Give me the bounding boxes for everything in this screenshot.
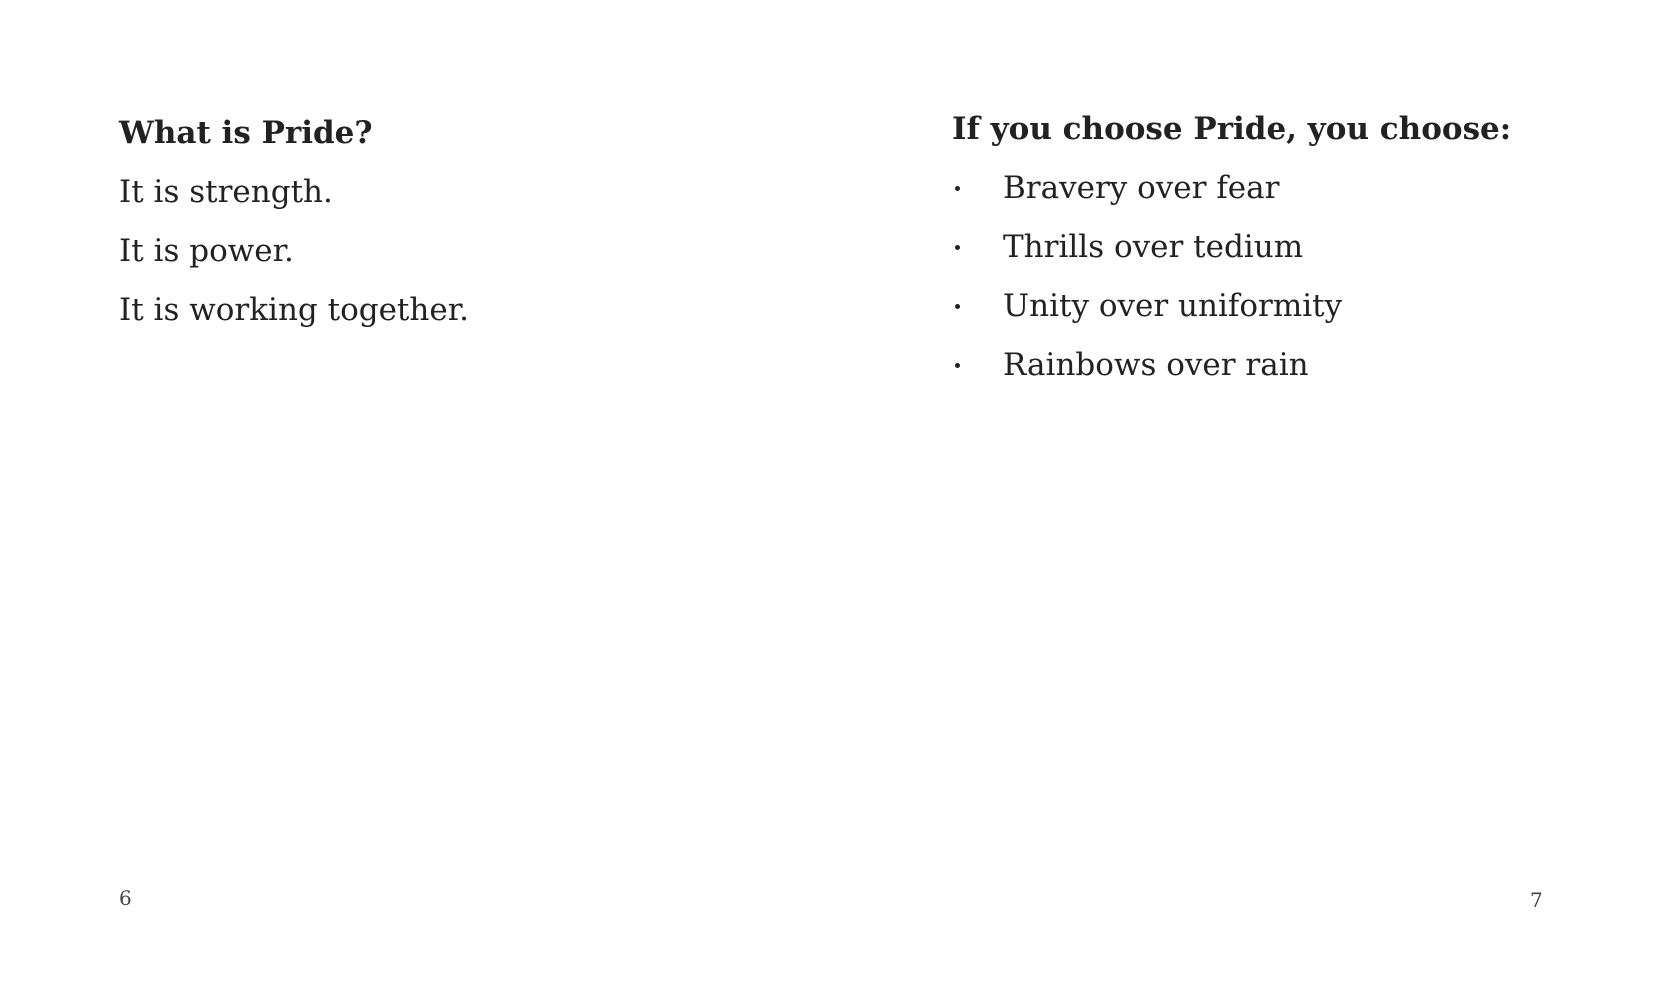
right-page xyxy=(827,0,1654,1000)
list-item xyxy=(952,226,1511,268)
bullet-icon xyxy=(955,304,960,309)
statement-line: It is power. xyxy=(119,233,294,269)
list-item xyxy=(952,285,1511,327)
left-page-heading: What is Pride? xyxy=(119,115,373,151)
bullet-icon xyxy=(955,245,960,250)
list-item-text: Bravery over fear xyxy=(1003,170,1280,206)
bullet-icon xyxy=(955,186,960,191)
list-item-text: Rainbows over rain xyxy=(1003,347,1309,383)
choice-list xyxy=(952,167,1511,386)
statement-line: It is strength. xyxy=(119,174,333,210)
list-item xyxy=(952,167,1511,209)
page-number-left: 6 xyxy=(119,886,132,910)
left-page-content xyxy=(119,112,469,348)
page-number-right: 7 xyxy=(1530,888,1543,912)
right-page-content xyxy=(952,108,1511,403)
right-page-heading: If you choose Pride, you choose: xyxy=(952,111,1512,147)
statement-line: It is working together. xyxy=(119,292,469,328)
bullet-icon xyxy=(955,363,960,368)
list-item-text: Unity over uniformity xyxy=(1003,288,1343,324)
list-item xyxy=(952,344,1511,386)
list-item-text: Thrills over tedium xyxy=(1003,229,1304,265)
